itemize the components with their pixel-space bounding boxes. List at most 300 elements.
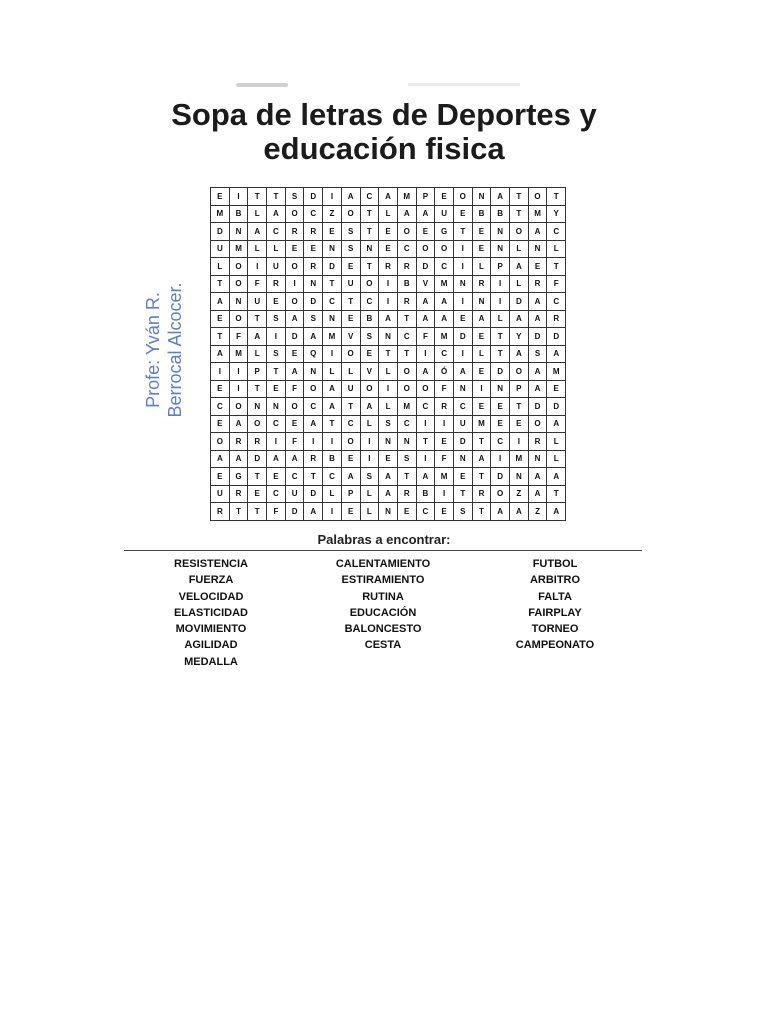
grid-cell: L [360, 415, 379, 433]
grid-cell: N [528, 450, 547, 468]
grid-cell: D [211, 223, 230, 241]
grid-cell: F [435, 450, 454, 468]
grid-cell: C [547, 293, 566, 311]
grid-cell: A [267, 450, 286, 468]
grid-cell: G [435, 223, 454, 241]
grid-cell: I [229, 188, 248, 206]
grid-row [211, 433, 566, 451]
grid-cell: E [547, 380, 566, 398]
grid-cell: O [435, 240, 454, 258]
grid-cell: S [267, 310, 286, 328]
grid-cell: A [491, 503, 510, 521]
grid-cell: N [491, 223, 510, 241]
grid-cell: I [267, 328, 286, 346]
grid-cell: U [453, 415, 472, 433]
grid-cell: O [341, 345, 360, 363]
grid-cell: I [491, 450, 510, 468]
grid-cell: C [323, 468, 342, 486]
decor-bar-right [408, 83, 520, 86]
grid-cell: T [510, 398, 529, 416]
grid-cell: T [360, 223, 379, 241]
grid-cell: E [211, 188, 230, 206]
grid-cell: A [304, 503, 323, 521]
grid-cell: C [267, 485, 286, 503]
grid-row [211, 293, 566, 311]
grid-row [211, 205, 566, 223]
grid-cell: A [472, 310, 491, 328]
grid-cell: C [416, 398, 435, 416]
grid-cell: R [397, 293, 416, 311]
grid-cell: A [341, 468, 360, 486]
grid-cell: C [304, 398, 323, 416]
grid-cell: R [547, 310, 566, 328]
grid-cell: F [267, 503, 286, 521]
grid-cell: L [248, 240, 267, 258]
grid-cell: D [491, 363, 510, 381]
grid-cell: A [285, 310, 304, 328]
grid-cell: M [435, 328, 454, 346]
grid-cell: T [211, 328, 230, 346]
grid-cell: R [528, 275, 547, 293]
author-line-1: Profe: Yván R. [143, 292, 163, 408]
grid-cell: O [229, 310, 248, 328]
word-item: FUERZA [188, 574, 234, 587]
grid-cell: O [285, 293, 304, 311]
grid-cell: O [491, 485, 510, 503]
grid-cell: T [304, 468, 323, 486]
grid-cell: C [435, 258, 454, 276]
grid-cell: C [416, 503, 435, 521]
grid-cell: S [528, 345, 547, 363]
grid-cell: B [472, 205, 491, 223]
grid-cell: L [510, 240, 529, 258]
grid-cell: T [229, 503, 248, 521]
author-line-2: Berrocal Alcocer. [165, 282, 185, 418]
grid-cell: F [547, 275, 566, 293]
grid-cell: E [510, 415, 529, 433]
grid-cell: A [491, 188, 510, 206]
grid-cell: B [397, 275, 416, 293]
grid-cell: F [229, 328, 248, 346]
grid-cell: T [360, 258, 379, 276]
grid-cell: A [528, 363, 547, 381]
grid-cell: A [323, 398, 342, 416]
word-item: FAIRPLAY [528, 606, 582, 619]
grid-cell: T [341, 293, 360, 311]
grid-row [211, 468, 566, 486]
grid-cell: L [547, 450, 566, 468]
grid-cell: N [453, 275, 472, 293]
grid-cell: Ó [435, 363, 454, 381]
grid-cell: D [547, 398, 566, 416]
grid-cell: L [547, 240, 566, 258]
grid-cell: A [435, 293, 454, 311]
grid-cell: C [360, 188, 379, 206]
grid-cell: T [547, 258, 566, 276]
grid-cell: P [510, 380, 529, 398]
grid-cell: L [472, 258, 491, 276]
grid-cell: O [211, 433, 230, 451]
grid-cell: N [491, 380, 510, 398]
word-item: ESTIRAMIENTO [341, 574, 425, 587]
grid-cell: T [397, 468, 416, 486]
grid-cell: M [211, 205, 230, 223]
grid-cell: V [341, 328, 360, 346]
grid-cell: A [229, 415, 248, 433]
grid-cell: R [304, 450, 323, 468]
grid-cell: A [472, 450, 491, 468]
grid-cell: F [416, 328, 435, 346]
grid-cell: I [379, 275, 398, 293]
grid-cell: R [229, 433, 248, 451]
grid-cell: A [528, 223, 547, 241]
grid-cell: M [472, 415, 491, 433]
grid-cell: N [323, 240, 342, 258]
grid-cell: C [453, 398, 472, 416]
grid-cell: N [379, 503, 398, 521]
grid-cell: E [472, 328, 491, 346]
grid-cell: M [435, 468, 454, 486]
grid-cell: L [267, 240, 286, 258]
divider [124, 550, 642, 551]
grid-cell: P [341, 485, 360, 503]
grid-cell: R [379, 258, 398, 276]
grid-cell: T [248, 310, 267, 328]
grid-cell: C [267, 223, 286, 241]
grid-cell: C [491, 433, 510, 451]
grid-cell: E [379, 223, 398, 241]
grid-cell: E [360, 345, 379, 363]
word-list-column-1 [126, 556, 296, 670]
grid-cell: V [360, 363, 379, 381]
grid-cell: O [510, 363, 529, 381]
grid-cell: I [491, 275, 510, 293]
grid-cell: N [323, 310, 342, 328]
word-item: CESTA [364, 639, 402, 652]
grid-cell: N [510, 468, 529, 486]
grid-cell: O [285, 258, 304, 276]
grid-cell: F [435, 380, 454, 398]
grid-cell: I [435, 415, 454, 433]
grid-cell: O [416, 240, 435, 258]
grid-cell: O [360, 380, 379, 398]
grid-cell: T [360, 205, 379, 223]
grid-cell: A [510, 345, 529, 363]
grid-cell: E [472, 363, 491, 381]
grid-cell: F [285, 433, 304, 451]
grid-cell: L [379, 398, 398, 416]
grid-cell: U [248, 293, 267, 311]
grid-cell: A [547, 415, 566, 433]
grid-cell: O [528, 415, 547, 433]
grid-cell: B [416, 485, 435, 503]
grid-cell: T [491, 328, 510, 346]
grid-cell: R [304, 223, 323, 241]
grid-cell: A [248, 223, 267, 241]
grid-cell: O [285, 205, 304, 223]
grid-cell: R [267, 275, 286, 293]
grid-cell: D [323, 258, 342, 276]
grid-cell: O [248, 415, 267, 433]
grid-cell: S [341, 223, 360, 241]
grid-cell: D [528, 328, 547, 346]
grid-cell: R [397, 258, 416, 276]
grid-cell: R [285, 223, 304, 241]
grid-row [211, 380, 566, 398]
grid-row [211, 363, 566, 381]
grid-cell: L [472, 345, 491, 363]
grid-cell: T [267, 188, 286, 206]
grid-cell: E [267, 293, 286, 311]
grid-cell: T [472, 468, 491, 486]
grid-cell: E [435, 188, 454, 206]
grid-cell: E [211, 310, 230, 328]
grid-cell: I [229, 380, 248, 398]
grid-cell: U [341, 380, 360, 398]
grid-cell: I [453, 345, 472, 363]
grid-cell: A [435, 310, 454, 328]
grid-cell: I [285, 275, 304, 293]
grid-cell: A [528, 310, 547, 328]
grid-cell: S [453, 503, 472, 521]
grid-cell: T [248, 380, 267, 398]
grid-cell: O [397, 380, 416, 398]
grid-cell: T [248, 188, 267, 206]
word-item: FALTA [538, 590, 572, 603]
grid-cell: I [229, 363, 248, 381]
grid-cell: I [453, 293, 472, 311]
word-item: VELOCIDAD [178, 590, 244, 603]
grid-cell: O [397, 363, 416, 381]
grid-cell: O [453, 188, 472, 206]
grid-cell: L [248, 345, 267, 363]
word-item: FUTBOL [532, 558, 578, 570]
grid-cell: T [211, 275, 230, 293]
grid-cell: Y [547, 205, 566, 223]
grid-row [211, 485, 566, 503]
word-item: CALENTAMIENTO [335, 558, 431, 570]
grid-cell: I [510, 433, 529, 451]
grid-cell: N [528, 240, 547, 258]
word-item: MEDALLA [184, 655, 238, 668]
grid-cell: C [397, 328, 416, 346]
grid-cell: T [510, 205, 529, 223]
grid-cell: L [360, 485, 379, 503]
grid-cell: C [341, 415, 360, 433]
grid-cell: T [397, 310, 416, 328]
grid-cell: E [379, 450, 398, 468]
grid-cell: R [472, 275, 491, 293]
grid-row [211, 258, 566, 276]
title-line-1: Sopa de letras de Deportes y [171, 97, 597, 132]
grid-cell: M [528, 205, 547, 223]
grid-cell: E [285, 415, 304, 433]
grid-cell: D [304, 188, 323, 206]
grid-cell: M [229, 345, 248, 363]
grid-cell: I [323, 433, 342, 451]
grid-cell: D [453, 433, 472, 451]
grid-cell: A [248, 328, 267, 346]
grid-cell: S [360, 468, 379, 486]
grid-cell: A [323, 380, 342, 398]
grid-cell: C [397, 415, 416, 433]
words-heading: Palabras a encontrar: [317, 532, 451, 547]
grid-cell: N [229, 223, 248, 241]
grid-cell: Q [304, 345, 323, 363]
grid-cell: O [229, 398, 248, 416]
grid-row [211, 275, 566, 293]
word-item: RUTINA [362, 590, 404, 603]
grid-cell: N [267, 398, 286, 416]
grid-cell: A [397, 205, 416, 223]
grid-cell: M [397, 188, 416, 206]
grid-cell: U [211, 485, 230, 503]
grid-cell: I [323, 345, 342, 363]
grid-cell: R [472, 485, 491, 503]
grid-cell: I [453, 258, 472, 276]
grid-cell: L [323, 363, 342, 381]
grid-cell: N [379, 433, 398, 451]
grid-cell: T [472, 503, 491, 521]
grid-row [211, 240, 566, 258]
grid-cell: O [229, 258, 248, 276]
grid-cell: E [453, 205, 472, 223]
grid-cell: S [379, 415, 398, 433]
grid-row [211, 503, 566, 521]
decor-bar-left [236, 83, 288, 87]
grid-cell: D [416, 258, 435, 276]
grid-cell: S [304, 310, 323, 328]
grid-cell: D [304, 293, 323, 311]
grid-cell: R [304, 258, 323, 276]
grid-cell: A [285, 450, 304, 468]
grid-cell: I [304, 433, 323, 451]
grid-cell: Z [510, 485, 529, 503]
grid-cell: A [528, 485, 547, 503]
grid-cell: A [528, 293, 547, 311]
grid-cell: N [304, 275, 323, 293]
grid-cell: O [416, 380, 435, 398]
grid-cell: T [416, 433, 435, 451]
word-search-grid [210, 187, 566, 521]
word-item: TORNEO [531, 623, 579, 636]
grid-cell: L [341, 363, 360, 381]
grid-cell: D [547, 328, 566, 346]
grid-cell: L [510, 275, 529, 293]
grid-cell: R [211, 503, 230, 521]
grid-cell: V [416, 275, 435, 293]
word-list-column-3 [470, 556, 640, 654]
grid-cell: M [547, 363, 566, 381]
grid-cell: L [323, 485, 342, 503]
grid-cell: S [341, 240, 360, 258]
grid-cell: E [491, 398, 510, 416]
grid-cell: E [472, 240, 491, 258]
grid-cell: I [435, 485, 454, 503]
grid-cell: A [416, 363, 435, 381]
grid-cell: E [435, 433, 454, 451]
grid-cell: B [323, 450, 342, 468]
grid-cell: D [248, 450, 267, 468]
grid-cell: A [510, 503, 529, 521]
grid-cell: E [397, 503, 416, 521]
author-credit [136, 270, 192, 430]
grid-cell: C [267, 415, 286, 433]
grid-cell: N [379, 328, 398, 346]
grid-cell: I [267, 433, 286, 451]
top-decoration [236, 80, 526, 90]
grid-cell: O [341, 433, 360, 451]
grid-cell: N [229, 293, 248, 311]
grid-cell: P [248, 363, 267, 381]
grid-cell: S [267, 345, 286, 363]
grid-cell: E [304, 240, 323, 258]
grid-cell: E [528, 258, 547, 276]
grid-cell: P [416, 188, 435, 206]
grid-cell: A [547, 503, 566, 521]
grid-cell: A [379, 485, 398, 503]
grid-cell: E [211, 468, 230, 486]
grid-cell: N [304, 363, 323, 381]
grid-row [211, 188, 566, 206]
grid-cell: A [360, 398, 379, 416]
grid-cell: C [323, 293, 342, 311]
grid-cell: T [491, 345, 510, 363]
grid-cell: M [323, 328, 342, 346]
grid-cell: L [379, 363, 398, 381]
grid-cell: S [360, 328, 379, 346]
grid-cell: T [510, 188, 529, 206]
grid-cell: A [341, 188, 360, 206]
grid-cell: A [416, 310, 435, 328]
grid-cell: R [435, 398, 454, 416]
word-item: AGILIDAD [184, 639, 238, 652]
grid-cell: A [211, 450, 230, 468]
grid-cell: N [472, 188, 491, 206]
grid-cell: D [304, 485, 323, 503]
grid-cell: T [453, 223, 472, 241]
grid-cell: T [379, 345, 398, 363]
grid-cell: E [341, 450, 360, 468]
grid-cell: U [285, 485, 304, 503]
grid-cell: A [379, 188, 398, 206]
grid-cell: B [229, 205, 248, 223]
grid-cell: N [360, 240, 379, 258]
grid-cell: E [341, 258, 360, 276]
grid-cell: E [323, 223, 342, 241]
grid-cell: E [341, 310, 360, 328]
grid-row [211, 310, 566, 328]
grid-row [211, 415, 566, 433]
grid-cell: A [379, 468, 398, 486]
grid-cell: L [360, 503, 379, 521]
word-item: CAMPEONATO [515, 639, 595, 652]
grid-cell: E [453, 468, 472, 486]
grid-cell: C [435, 345, 454, 363]
grid-cell: U [211, 240, 230, 258]
grid-cell: A [285, 363, 304, 381]
grid-cell: S [397, 450, 416, 468]
word-item: ELASTICIDAD [174, 606, 248, 619]
grid-cell: A [510, 310, 529, 328]
grid-cell: A [528, 380, 547, 398]
grid-cell: E [435, 503, 454, 521]
grid-cell: I [360, 450, 379, 468]
grid-cell: E [341, 503, 360, 521]
grid-cell: I [416, 345, 435, 363]
word-item: ARBITRO [529, 574, 581, 587]
word-item: BALONCESTO [344, 623, 422, 636]
